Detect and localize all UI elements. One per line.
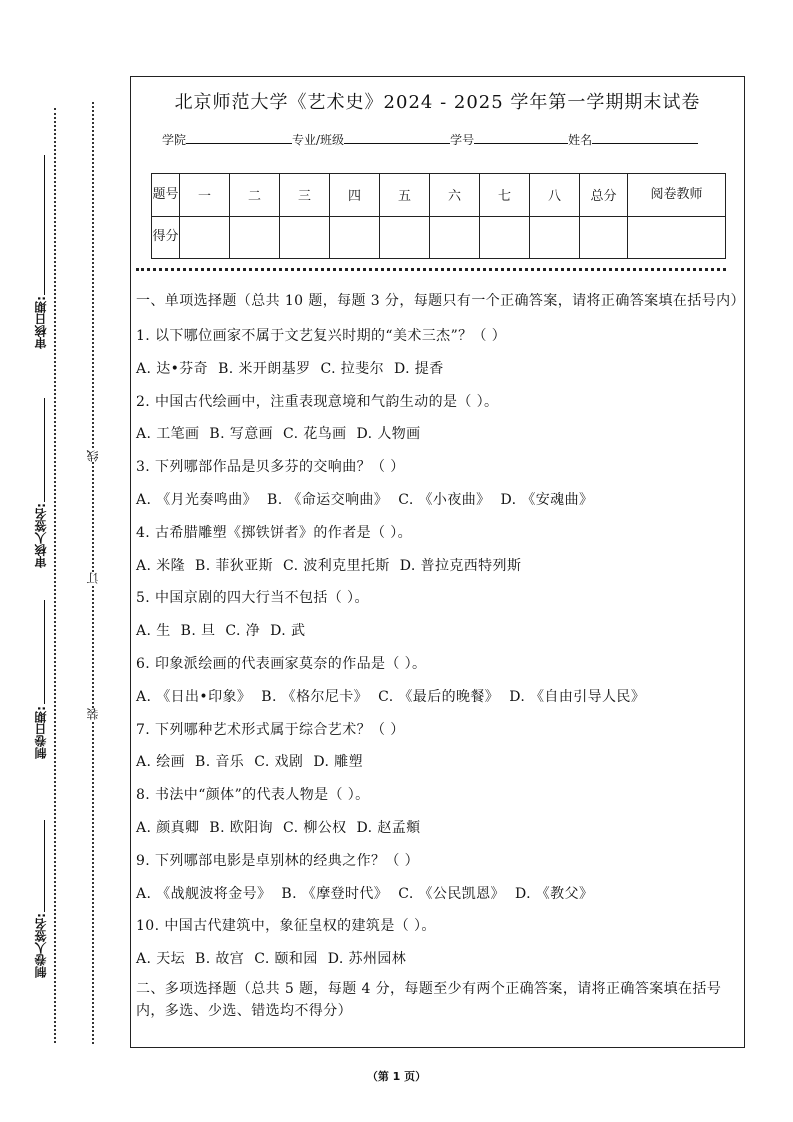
reviewer-sign-line [44,398,45,502]
score-col-2: 二 [230,174,280,217]
maker-date-line [44,600,45,704]
reviewer-date-line [44,155,45,295]
option-a[interactable]: A. 达•芬奇 [136,360,209,377]
college-label: 学院 [162,133,187,147]
question-9: 9. 下列哪部电影是卓别林的经典之作？（ ） [136,852,420,869]
question-6: 6. 印象派绘画的代表画家莫奈的作品是（ ）。 [136,655,427,672]
score-col-5: 五 [380,174,430,217]
option-b[interactable]: B. 《格尔尼卡》 [261,688,369,705]
question-3-options [136,484,739,517]
option-a[interactable]: A. 绘画 [136,754,186,771]
option-b[interactable]: B. 《命运交响曲》 [267,491,389,508]
option-a[interactable]: A. 米隆 [136,557,186,574]
question-2-options [136,418,739,451]
option-a[interactable]: A. 生 [136,623,171,640]
reviewer-date-label: 审核日期: [34,296,48,349]
question-8-options [136,812,739,845]
score-cell[interactable] [430,216,480,259]
maker-date-label: 制卷日期: [34,706,48,759]
score-col-3: 三 [280,174,330,217]
score-cell[interactable] [580,216,628,259]
question-8: 8. 书法中“颜体”的代表人物是（ ）。 [136,787,370,804]
dotted-line-outer [54,108,56,1043]
option-d[interactable]: D. 苏州园林 [327,951,407,968]
student-info-row [162,131,698,148]
question-1-options [136,353,739,386]
option-c[interactable]: C. 花鸟画 [283,426,347,443]
score-row2-label: 得分 [152,216,180,259]
option-a[interactable]: A. 《月光奏鸣曲》 [136,491,258,508]
exam-title: 北京师范大学《艺术史》2024 - 2025 学年第一学期期末试卷 [174,92,701,113]
score-cell[interactable] [628,216,726,259]
option-c[interactable]: C. 波利克里托斯 [283,557,390,574]
score-cell[interactable] [480,216,530,259]
option-d[interactable]: D. 《安魂曲》 [500,491,594,508]
option-c[interactable]: C. 柳公权 [283,819,347,836]
score-col-8: 八 [530,174,580,217]
score-row1-label: 题号 [152,174,180,217]
option-b[interactable]: B. 《摩登时代》 [281,885,389,902]
page-number: （第 1 页） [366,1070,427,1083]
dotted-separator [136,268,726,271]
score-col-total: 总分 [580,174,628,217]
option-d[interactable]: D. 人物画 [356,426,421,443]
score-col-grader: 阅卷教师 [628,174,726,217]
major-blank[interactable] [344,131,450,144]
question-7-options [136,746,739,779]
option-b[interactable]: B. 旦 [180,623,216,640]
option-a[interactable]: A. 天坛 [136,951,186,968]
section2-heading: 二、多项选择题（总共 5 题，每题 4 分，每题至少有两个正确答案，请将正确答案填在括号内，多选、少选、错选均不得分） [136,980,722,1019]
option-b[interactable]: B. 故宫 [195,951,245,968]
question-7: 7. 下列哪种艺术形式属于综合艺术？（ ） [136,721,405,738]
score-cell[interactable] [280,216,330,259]
option-b[interactable]: B. 菲狄亚斯 [195,557,274,574]
question-9-options [136,878,739,911]
score-cell[interactable] [180,216,230,259]
option-d[interactable]: D. 提香 [393,360,444,377]
option-c[interactable]: C. 戏剧 [254,754,304,771]
option-c[interactable]: C. 《公民凯恩》 [398,885,505,902]
exam-content [136,290,745,1022]
option-d[interactable]: D. 《自由引导人民》 [509,688,646,705]
option-a[interactable]: A. 工笔画 [136,426,200,443]
question-4-options [136,550,739,583]
question-1: 1. 以下哪位画家不属于文艺复兴时期的“美术三杰”？（ ） [136,328,507,344]
binding-char-order: 订 [86,572,100,584]
question-6-options [136,681,739,714]
option-b[interactable]: B. 音乐 [195,754,245,771]
score-col-6: 六 [430,174,480,217]
option-a[interactable]: A. 《战舰波将金号》 [136,885,272,902]
question-5: 5. 中国京剧的四大行当不包括（ ）。 [136,590,369,607]
name-blank[interactable] [592,131,698,144]
question-4: 4. 古希腊雕塑《掷铁饼者》的作者是（ ）。 [136,524,413,541]
option-a[interactable]: A. 《日出•印象》 [136,688,252,705]
question-3: 3. 下列哪部作品是贝多芬的交响曲？（ ） [136,459,405,476]
score-cell[interactable] [230,216,280,259]
maker-sign-line [44,820,45,912]
score-value-row [152,216,726,259]
question-2: 2. 中国古代绘画中，注重表现意境和气韵生动的是（ ）。 [136,393,499,410]
option-c[interactable]: C. 《最后的晚餐》 [378,688,500,705]
question-5-options [136,615,739,648]
score-cell[interactable] [380,216,430,259]
score-col-4: 四 [330,174,380,217]
score-col-1: 一 [180,174,230,217]
option-b[interactable]: B. 写意画 [209,426,274,443]
score-cell[interactable] [330,216,380,259]
option-c[interactable]: C. 颐和园 [254,951,318,968]
option-c[interactable]: C. 拉斐尔 [320,360,384,377]
option-d[interactable]: D. 普拉克西特列斯 [399,557,522,574]
question-10-options [136,943,739,976]
maker-sign-label: 制卷人签名: [34,913,48,978]
option-c[interactable]: C. 净 [225,623,261,640]
name-label: 姓名 [568,133,593,147]
question-10: 10. 中国古代建筑中，象征皇权的建筑是（ ）。 [136,918,436,935]
score-col-7: 七 [480,174,530,217]
option-d[interactable]: D. 雕塑 [313,754,363,771]
option-c[interactable]: C. 《小夜曲》 [398,491,491,508]
option-d[interactable]: D. 武 [270,623,306,640]
score-header-row [152,174,726,217]
reviewer-sign-label: 审核人签名: [34,503,48,568]
major-label: 专业/班级 [292,133,345,147]
id-blank[interactable] [474,131,568,144]
college-blank[interactable] [186,131,292,144]
question-list [136,320,739,976]
section1-heading: 一、单项选择题（总共 10 题，每题 3 分，每题只有一个正确答案，请将正确答案填在括号内） [136,293,745,309]
binding-char-bind: 装 [86,708,100,720]
id-label: 学号 [450,133,475,147]
score-table [151,173,726,259]
option-a[interactable]: A. 颜真卿 [136,819,200,836]
option-b[interactable]: B. 欧阳询 [209,819,274,836]
option-d[interactable]: D. 赵孟頫 [356,819,421,836]
score-cell[interactable] [530,216,580,259]
option-d[interactable]: D. 《教父》 [514,885,594,902]
binding-char-line: 线 [86,450,100,462]
option-b[interactable]: B. 米开朗基罗 [218,360,311,377]
